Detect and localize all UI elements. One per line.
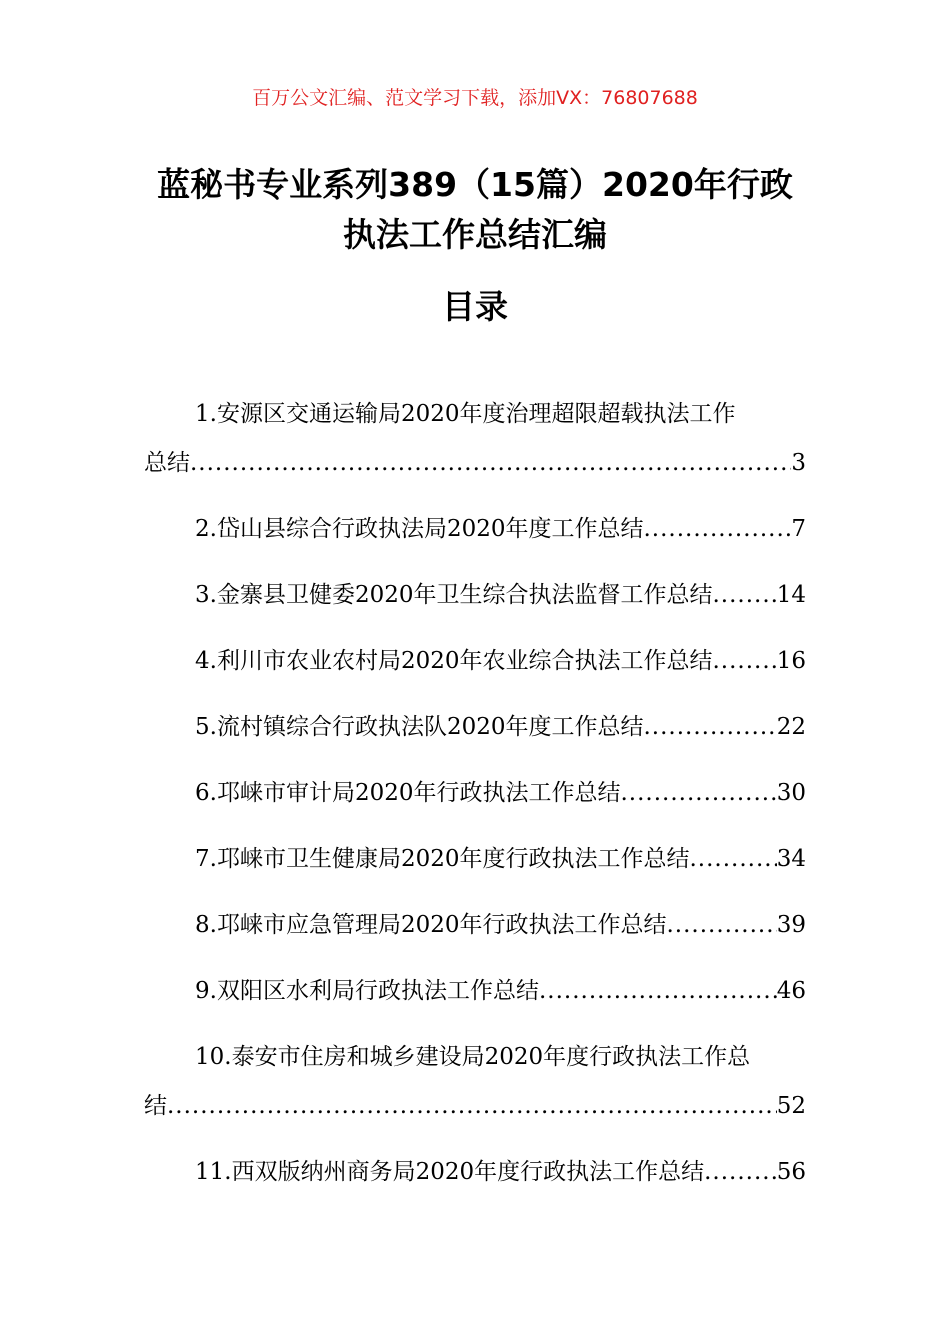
- document-title-line-2: 执法工作总结汇编: [343, 215, 607, 254]
- toc-page-number: 30: [776, 780, 806, 806]
- toc-entry-4[interactable]: [144, 637, 806, 686]
- toc-entry-2[interactable]: [144, 505, 806, 554]
- toc-entry-6[interactable]: [144, 769, 806, 818]
- toc-dot-leader: [643, 703, 776, 752]
- toc-page-number: 7: [791, 516, 806, 542]
- toc-entry-7[interactable]: [144, 835, 806, 884]
- toc-entry-title: 8.邛崃市应急管理局2020年行政执法工作总结: [195, 912, 667, 938]
- toc-entry-3[interactable]: [144, 571, 806, 620]
- toc-entry-5[interactable]: [144, 703, 806, 752]
- toc-dot-leader: [704, 1148, 777, 1197]
- toc-entry-title: 7.邛崃市卫生健康局2020年度行政执法工作总结: [195, 846, 690, 872]
- toc-dot-leader: [620, 769, 776, 818]
- toc-entry-title-continued: 总结: [144, 450, 190, 476]
- toc-entry-8[interactable]: [144, 901, 806, 950]
- toc-heading: 目录: [442, 287, 508, 326]
- toc-page-number: 14: [776, 582, 806, 608]
- toc-page-number: 34: [776, 846, 806, 872]
- toc-page-number: 52: [776, 1093, 806, 1119]
- toc-entry-1[interactable]: [144, 390, 806, 488]
- toc-dot-leader: [643, 505, 791, 554]
- toc-entry-title: 2.岱山县综合行政执法局2020年度工作总结: [195, 516, 644, 542]
- document-title-line-1: 蓝秘书专业系列389（15篇）2020年行政: [157, 165, 793, 204]
- toc-entry-title: 6.邛崃市审计局2020年行政执法工作总结: [195, 780, 621, 806]
- toc-page-number: 39: [776, 912, 806, 938]
- toc-dot-leader: [190, 439, 791, 488]
- toc-entry-11[interactable]: [144, 1148, 806, 1197]
- toc-dot-leader: [689, 835, 776, 884]
- toc-dot-leader: [666, 901, 776, 950]
- toc-entry-title: 9.双阳区水利局行政执法工作总结: [195, 978, 539, 1004]
- toc-entry-title: 3.金寨县卫健委2020年卫生综合执法监督工作总结: [195, 582, 713, 608]
- toc-page-number: 56: [776, 1159, 806, 1185]
- toc-entry-title: 1.安源区交通运输局2020年度治理超限超载执法工作: [195, 401, 736, 427]
- toc-dot-leader: [167, 1082, 777, 1131]
- toc-page-number: 46: [776, 978, 806, 1004]
- toc-entry-10[interactable]: [144, 1033, 806, 1131]
- toc-dot-leader: [712, 571, 776, 620]
- toc-entry-title-continued: 结: [144, 1093, 167, 1119]
- toc-page-number: 22: [776, 714, 806, 740]
- header-promo-note: 百万公文汇编、范文学习下载，添加VX：76807688: [252, 87, 698, 109]
- toc-entry-title: 5.流村镇综合行政执法队2020年度工作总结: [195, 714, 644, 740]
- document-title: [100, 160, 850, 260]
- toc-page-number: 3: [791, 450, 806, 476]
- toc-dot-leader: [712, 637, 776, 686]
- toc-entry-title: 4.利川市农业农村局2020年农业综合执法工作总结: [195, 648, 713, 674]
- toc-entry-title: 11.西双版纳州商务局2020年度行政执法工作总结: [195, 1159, 705, 1185]
- toc-page-number: 16: [776, 648, 806, 674]
- table-of-contents: [144, 390, 806, 1214]
- toc-dot-leader: [539, 967, 777, 1016]
- toc-entry-title: 10.泰安市住房和城乡建设局2020年度行政执法工作总: [195, 1044, 751, 1070]
- toc-entry-9[interactable]: [144, 967, 806, 1016]
